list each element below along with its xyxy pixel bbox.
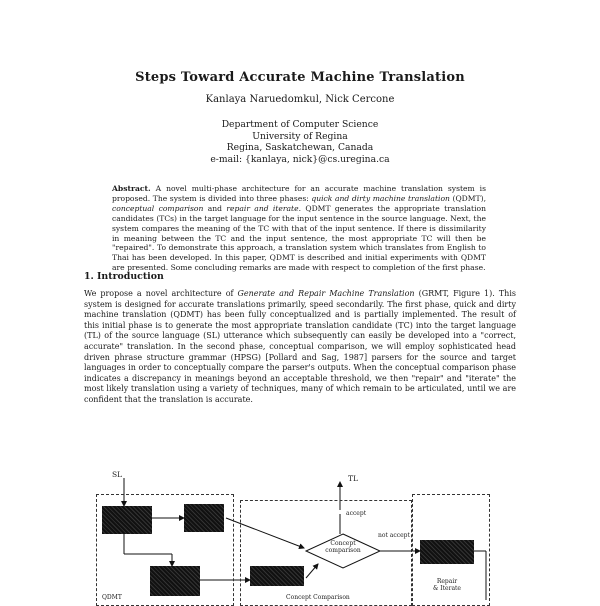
repair-block: [420, 540, 474, 564]
process-block-3: [150, 566, 200, 596]
tl-label: TL: [348, 474, 358, 483]
not-accept-label: not accept: [378, 532, 410, 539]
email: e-mail: {kanlaya, nick}@cs.uregina.ca: [210, 153, 390, 165]
repair-label-2: & Iterate: [433, 585, 461, 592]
abstract-phase-3: repair and iterate: [226, 203, 299, 213]
process-block-4: [250, 566, 304, 586]
paper-authors: Kanlaya Naruedomkul, Nick Cercone: [205, 94, 395, 105]
affiliation-block: [0, 119, 600, 165]
decision-label: [318, 540, 368, 554]
section-heading: 1. Introduction: [84, 271, 164, 282]
abstract-text: (QDMT),: [449, 193, 486, 203]
abstract-label: Abstract.: [112, 184, 151, 193]
decision-label-2: comparison: [325, 547, 361, 554]
paper-title: Steps Toward Accurate Machine Translation: [135, 70, 465, 85]
location: Regina, Saskatchewan, Canada: [226, 142, 374, 153]
abstract-phase-1: quick and dirty machine translation: [311, 193, 450, 203]
abstract-text: and: [203, 203, 227, 213]
intro-text: We propose a novel architecture of: [84, 289, 238, 298]
repair-label: [420, 578, 474, 592]
figure-1: [90, 470, 510, 600]
sl-label: SL: [112, 470, 123, 479]
intro-text: (GRMT, Figure 1). This system is designed for accurate translations primarily, speed secondarily. The first phase, quick and dirty machine translation (QDMT) has been fully conceptualized and is partially implemented. The result of this initial phase is to generate the most appropriate translation candidate (TC) into the target language (TL) of the source language (SL) utterance which subsequently can easily be developed into a "correct, accurate" translation. In the second phase, conceptual comparison, we will employ sophisticated head driven phrase structure grammar (HPSG) [Pollard and Sag, 1987] parsers for the source and target languages in order to conceptually compare the parser's outputs. When the conceptual comparison phase indicates a discrepancy in meanings beyond an acceptable threshold, we then "repair" and "iterate" the most likely translation using a variety of techniques, many of which remain to be articulated, until we are confident that the translation is accurate.: [84, 289, 516, 404]
abstract-text: A novel multi-phase architecture for an accurate machine translation system is proposed. The system is divided into three phases:: [112, 184, 486, 203]
abstract: [112, 184, 486, 273]
decision-label-1: Concept: [330, 540, 356, 547]
university: University of Regina: [252, 130, 348, 142]
repair-label-1: Repair: [436, 578, 458, 585]
accept-label: accept: [346, 510, 367, 517]
department: Department of Computer Science: [221, 119, 379, 130]
process-block-1: [102, 506, 152, 534]
process-block-2: [184, 504, 224, 532]
intro-paragraph: [84, 289, 516, 406]
cc-label: Concept Comparison: [286, 594, 350, 601]
qdmt-label: QDMT: [102, 594, 122, 601]
abstract-text: . QDMT generates the appropriate translation candidates (TCs) in the target language for the input sentence in the source language. Next, the system compares the meaning of the TC with that of the input sentence. If there is dissimilarity in meaning between the TC and the input sentence, the most appropriate TC will then be "repaired". To demonstrate this approach, a translation system which translates from English to Thai has been developed. In this paper, QDMT is described and initial experiments with QDMT are presented. Some concluding remarks are made with respect to completion of the first phase.: [112, 203, 486, 273]
intro-grmt: Generate and Repair Machine Translation: [237, 289, 415, 298]
abstract-phase-2: conceptual comparison: [112, 203, 204, 213]
